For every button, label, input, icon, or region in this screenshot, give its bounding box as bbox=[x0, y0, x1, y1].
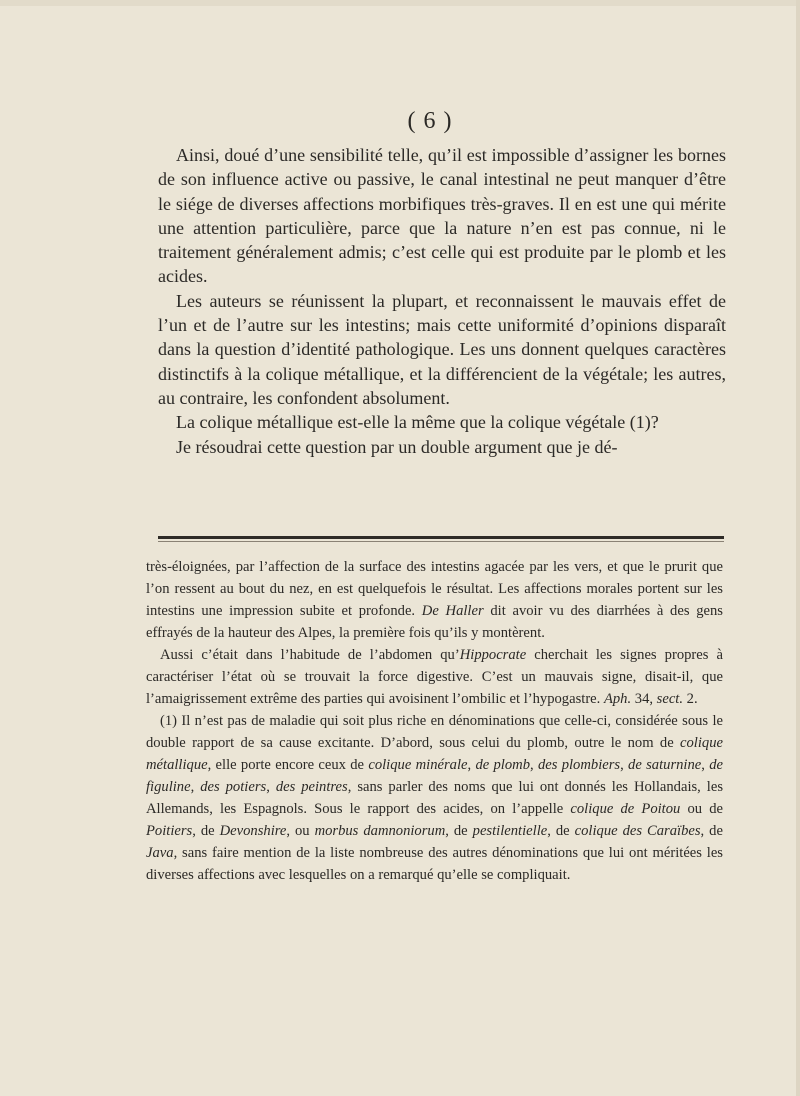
footnote-1: (1) Il n’est pas de maladie qui soit plus riche en dénominations que celle-ci, considérée sous le double rapport de sa cause excitante. D’abord, sous celui du plomb, outre le nom de colique métallique, elle porte encore ceux de colique minérale, de plomb, des plombiers, de saturnine, de figuline, des potiers, des peintres, sans parler des noms que lui ont donnés les Hollandais, les Allemands, les Espagnols. Sous le rapport des acides, on l’appelle colique de Poitou ou de Poitiers, de Devonshire, ou morbus damnoniorum, de pestilentielle, de colique des Caraïbes, de Java, sans faire mention de la liste nombreuse des autres dénominations que lui ont méritées les diverses affections avec lesquelles on a remarqué qu’elle se compliquait. bbox=[146, 713, 724, 883]
footnote-separator-rule bbox=[158, 536, 724, 539]
footnote-hippocrate: Aussi c’était dans l’habitude de l’abdomen qu’Hippocrate cherchait les signes propres à caractériser l’état où se trouvait la force digestive. C’est un mauvais signe, disait-il, que l’amaigrissement extrême des parties qui avoisinent l’ombilic et l’hypogastre. Aph. 34, sect. 2. bbox=[146, 647, 723, 707]
main-paragraph-2: Les auteurs se réunissent la plupart, et reconnaissent le mauvais effet de l’un et de l’autre sur les intestins; mais cette uniformité d’opinions disparaît dans la question d’identité pathologique. Les uns donnent quelques caractères distinctifs à la colique métallique, et la différencient de la végétale; les autres, au contraire, les confondent absolument. bbox=[158, 290, 726, 408]
page-edge-top bbox=[0, 0, 800, 6]
main-text bbox=[158, 143, 726, 459]
footnote-author-haller: De Haller bbox=[421, 603, 484, 619]
main-paragraph-3: La colique métallique est-elle la même que la colique végétale (1)? bbox=[176, 412, 659, 433]
page-number: ( 6 ) bbox=[407, 108, 453, 134]
footnote-continuation: très-éloignées, par l’affection de la surface des intestins agacée par les vers, et que le prurit que l’on ressent au bout du nez, en est quelquefois le résultat. Les affections morales portent sur les intestins une impression subite et profonde. De Haller dit avoir vu des diarrhées à des gens effrayés de la hauteur des Alpes, la première fois qu’ils y montèrent. bbox=[146, 559, 723, 641]
footnotes bbox=[146, 556, 723, 886]
footnote-separator-thin-rule bbox=[158, 541, 724, 542]
page-edge-right bbox=[796, 0, 800, 1096]
footnote-author-hippocrate: Hippocrate bbox=[459, 647, 527, 663]
main-paragraph-1: Ainsi, doué d’une sensibilité telle, qu’il est impossible d’assigner les bornes de son influence active ou passive, le canal intestinal ne peut manquer d’être le siége de diverses affections morbifiques très-graves. Il en est une qui mérite une attention particulière, parce que la nature n’en est pas connue, ni le traitement généralement admis; c’est celle qui est produite par le plomb et les acides. bbox=[158, 145, 726, 287]
main-paragraph-4: Je résoudrai cette question par un double argument que je dé- bbox=[176, 436, 618, 457]
